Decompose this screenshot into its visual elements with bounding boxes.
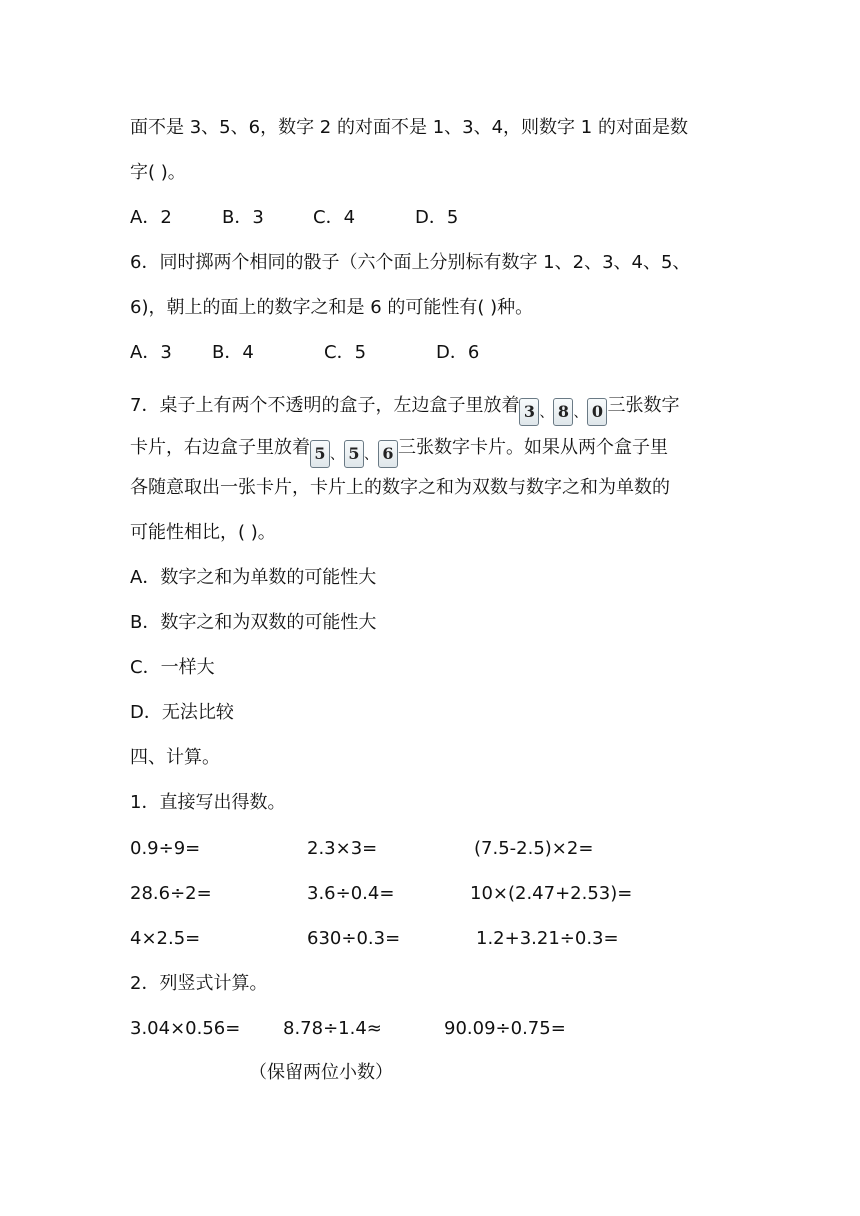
- q7-text-line4: 可能性相比，( )。: [130, 522, 276, 543]
- calc-item: 28.6÷2=: [130, 883, 212, 904]
- q6-text-line1: 6．同时掷两个相同的骰子（六个面上分别标有数字 1、2、3、4、5、: [130, 252, 691, 273]
- number-card: 5: [344, 440, 364, 468]
- q7-option-d: D．无法比较: [130, 702, 234, 723]
- rounding-note: （保留两位小数）: [249, 1062, 393, 1083]
- q7-line2-suffix: 三张数字卡片。如果从两个盒子里: [398, 437, 668, 458]
- q5-option-d: D．5: [415, 207, 459, 228]
- calc-item: 10×(2.47+2.53)=: [470, 883, 633, 904]
- calc-item: 630÷0.3=: [307, 928, 401, 949]
- q7-option-b: B．数字之和为双数的可能性大: [130, 612, 377, 633]
- vertical-calc-item: 8.78÷1.4≈: [283, 1018, 382, 1039]
- calc-item: 2.3×3=: [307, 838, 378, 859]
- q7-text-line3: 各随意取出一张卡片，卡片上的数字之和为双数与数字之和为单数的: [130, 477, 670, 498]
- section-title: 四、计算。: [130, 747, 220, 768]
- card-separator: 、: [539, 405, 554, 421]
- left-box-cards: [519, 394, 607, 426]
- subsection-vertical-calc: 2．列竖式计算。: [130, 973, 268, 994]
- q7-line2-prefix: 卡片，右边盒子里放着: [130, 437, 310, 458]
- calc-item: 1.2+3.21÷0.3=: [476, 928, 619, 949]
- number-card: 0: [587, 398, 607, 426]
- q6-option-c: C．5: [324, 342, 367, 363]
- q7-text-line1: [130, 394, 679, 426]
- q7-option-a: A．数字之和为单数的可能性大: [130, 567, 377, 588]
- vertical-calc-item: 3.04×0.56=: [130, 1018, 241, 1039]
- card-separator: 、: [573, 405, 588, 421]
- q5-text-line2: 字( )。: [130, 162, 186, 183]
- q5-option-b: B．3: [222, 207, 264, 228]
- subsection-direct-answer: 1．直接写出得数。: [130, 792, 286, 813]
- number-card: 8: [553, 398, 573, 426]
- card-separator: 、: [364, 447, 378, 463]
- q5-option-a: A．2: [130, 207, 172, 228]
- number-card: 5: [310, 440, 330, 468]
- q6-option-d: D．6: [436, 342, 480, 363]
- calc-item: (7.5-2.5)×2=: [474, 838, 594, 859]
- number-card: 3: [519, 398, 539, 426]
- right-box-cards: [310, 436, 398, 468]
- calc-item: 0.9÷9=: [130, 838, 201, 859]
- q7-text-line2: [130, 436, 668, 468]
- calc-item: 4×2.5=: [130, 928, 201, 949]
- calc-item: 3.6÷0.4=: [307, 883, 395, 904]
- q5-text-line1: 面不是 3、5、6，数字 2 的对面不是 1、3、4，则数字 1 的对面是数: [130, 117, 688, 138]
- q6-text-line2: 6)，朝上的面上的数字之和是 6 的可能性有( )种。: [130, 297, 534, 318]
- vertical-calc-item: 90.09÷0.75=: [444, 1018, 566, 1039]
- q7-option-c: C．一样大: [130, 657, 215, 678]
- q6-option-b: B．4: [212, 342, 254, 363]
- q5-option-c: C．4: [313, 207, 356, 228]
- q6-option-a: A．3: [130, 342, 172, 363]
- number-card: 6: [378, 440, 398, 468]
- q7-line1-prefix: 7．桌子上有两个不透明的盒子，左边盒子里放着: [130, 395, 520, 416]
- card-separator: 、: [330, 447, 344, 463]
- q7-line1-suffix: 三张数字: [607, 395, 680, 416]
